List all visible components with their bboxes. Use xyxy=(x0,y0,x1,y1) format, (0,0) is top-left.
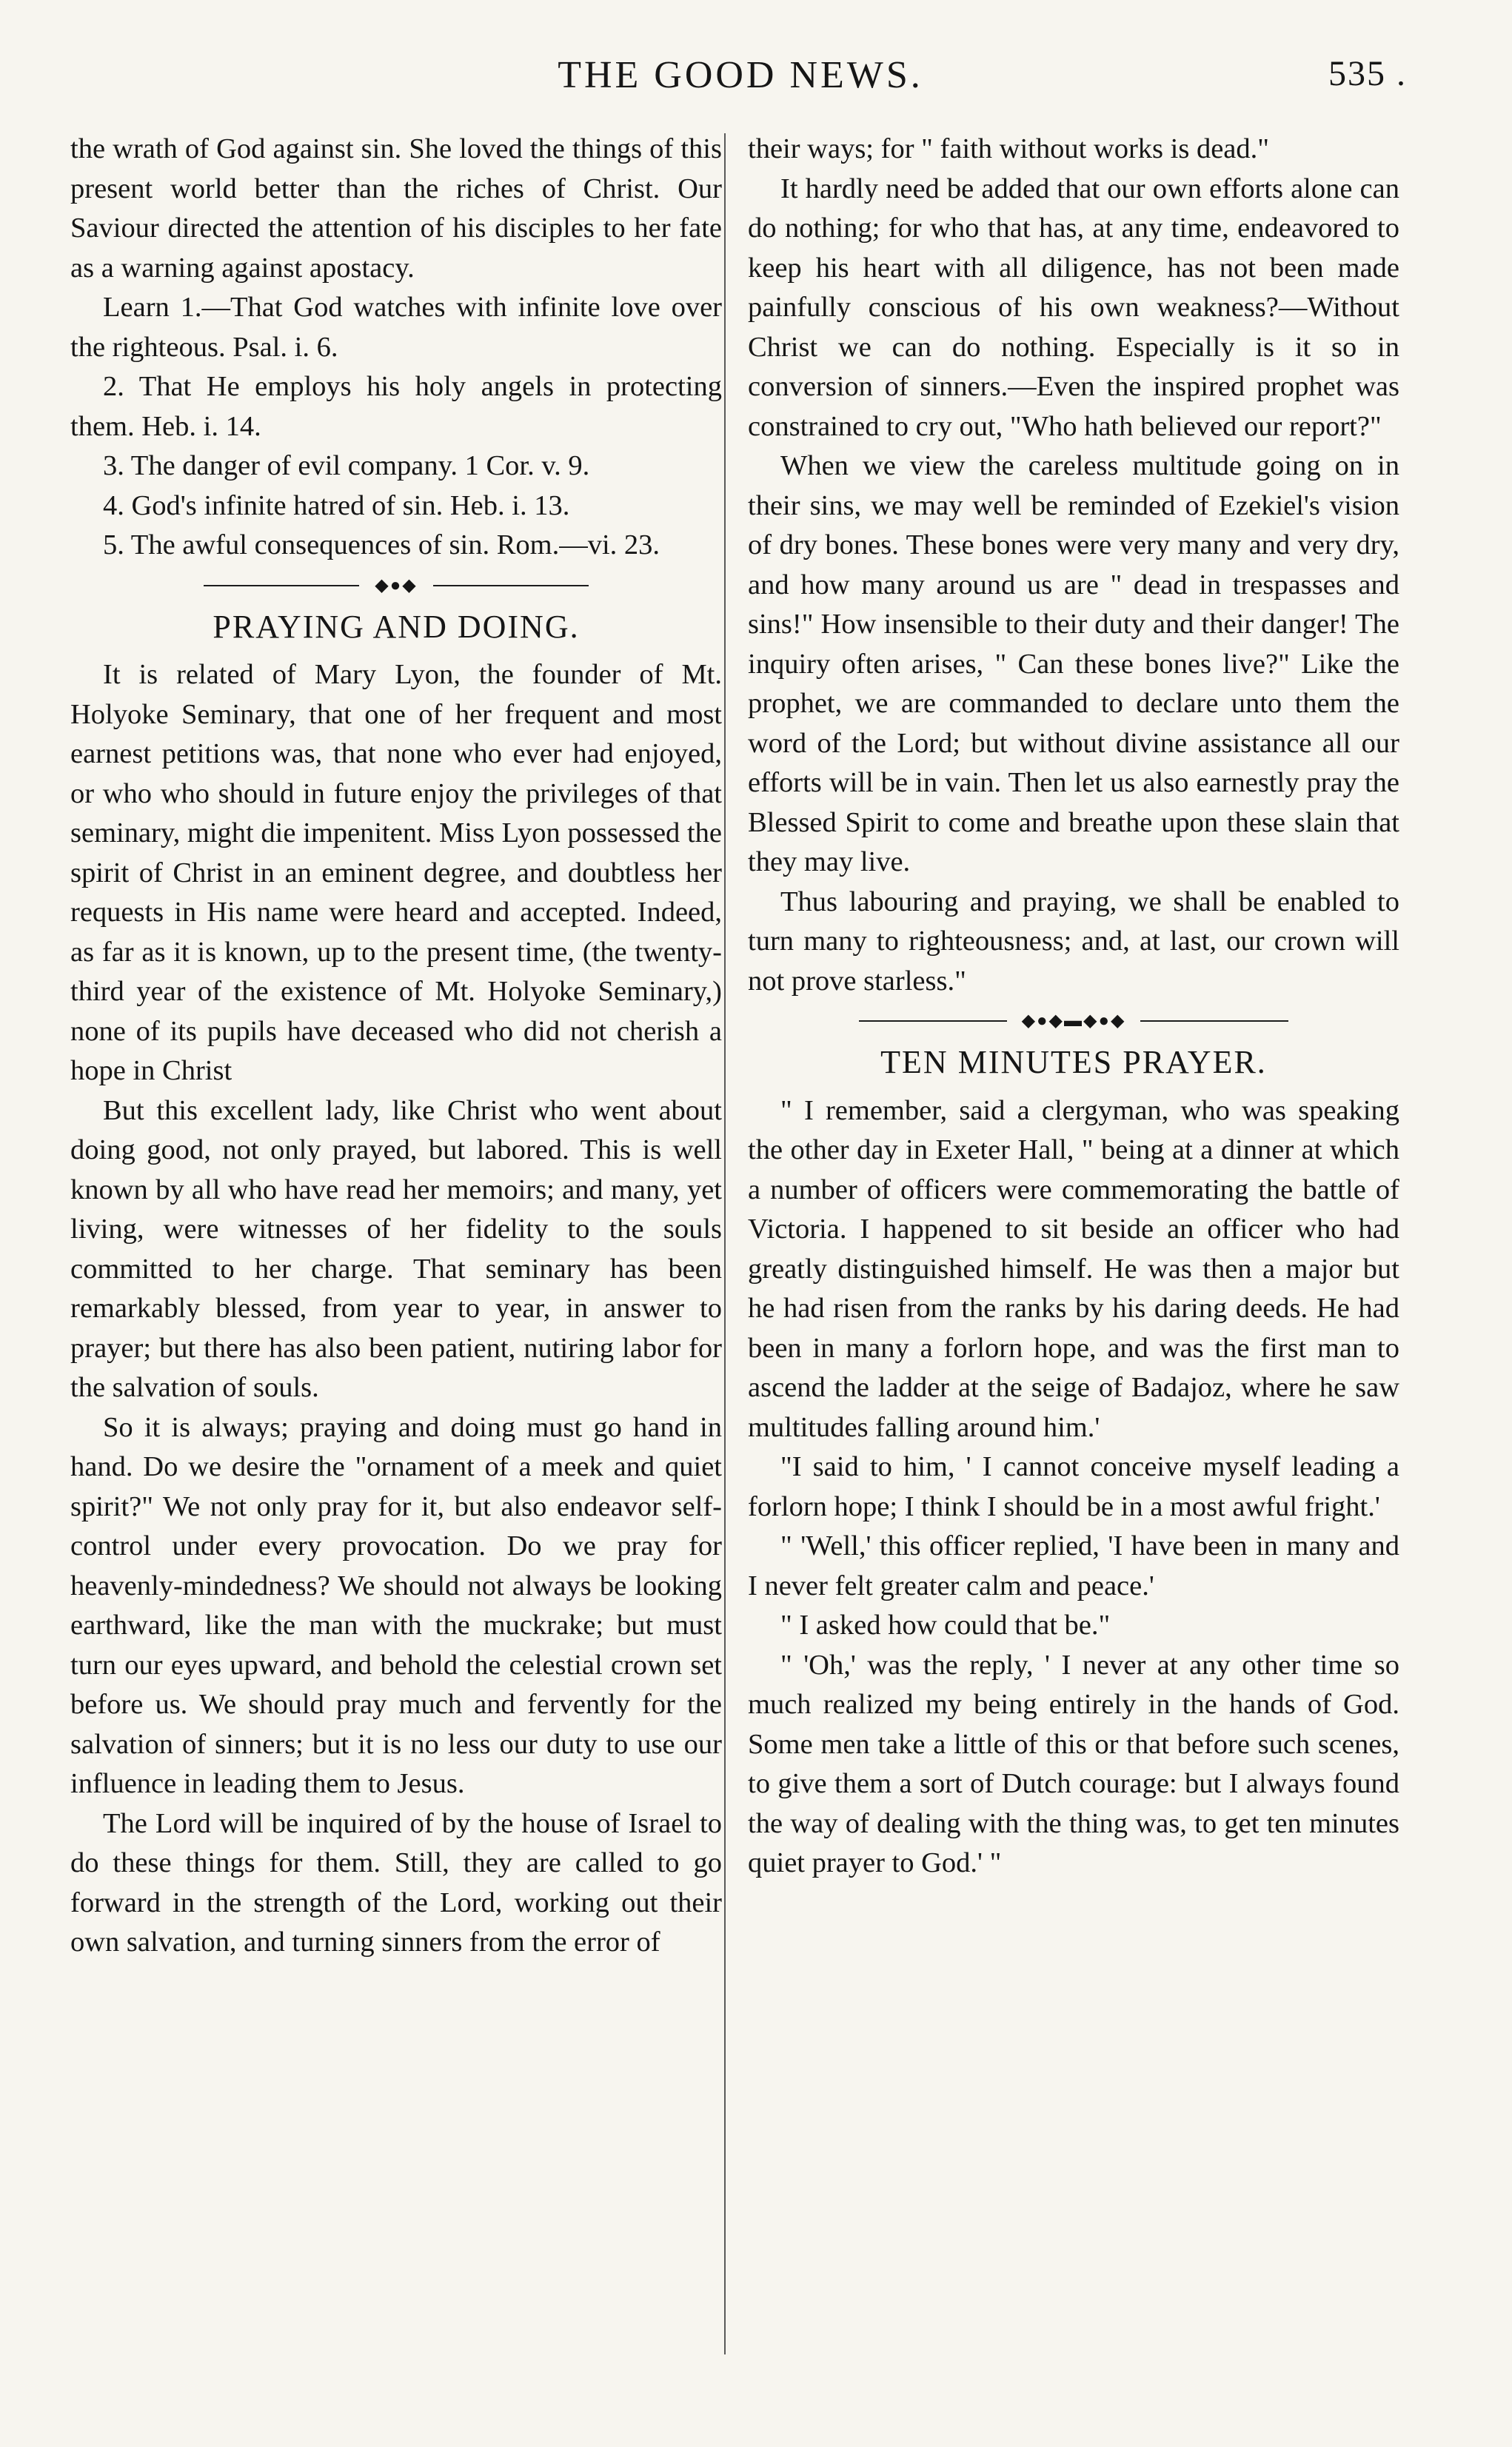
body-paragraph: " I remember, said a clergyman, who was speaking the other day in Exeter Hall, " being at a dinner at which a number of officers were commemorating the battle of Victoria. I happened to sit beside an officer who had greatly distinguished himself. He was then a major but he had risen from the ranks by his daring deeds. He had been in many a forlorn hope, and was the first man to ascend the ladder at the seige of Badajoz, where he saw multitudes falling around him.' xyxy=(748,1094,1399,1443)
right-column xyxy=(748,130,1399,1884)
body-paragraph: When we view the careless multitude going on in their sins, we may well be reminded of Ezekiel's vision of dry bones. These bones were very many and very dry, and how many around us are " dead in trespasses and sins!" How insensible to their duty and their danger! The inquiry often arises, " Can these bones live?" Like the prophet, we are commanded to declare unto them the word of the Lord; but without divine assistance all our efforts will be in vain. Then let us also earnestly pray the Blessed Spirit to come and breathe upon these slain that they may live. xyxy=(748,450,1399,877)
body-paragraph: So it is always; praying and doing must go hand in hand. Do we desire the "ornament of a meek and quiet spirit?" We not only pray for it, but also endeavor self-control under every provocation. Do we pray for heavenly-mindedness? We should not always be looking earthward, like the man with the muckrake; but must turn our eyes upward, and behold the celestial crown set before us. We should pray much and fervently for the salvation of sinners; but it is no less our duty to use our influence in leading them to Jesus. xyxy=(70,1411,722,1799)
body-paragraph: Thus labouring and praying, we shall be enabled to turn many to righteousness; and, at last, our crown will not prove starless." xyxy=(748,886,1399,997)
body-paragraph: "I said to him, ' I cannot conceive myself leading a forlorn hope; I think I should be in a most awful fright.' xyxy=(748,1451,1399,1522)
page-number: 535 . xyxy=(1328,54,1407,93)
body-paragraph: " I asked how could that be." xyxy=(780,1610,1111,1641)
divider-line xyxy=(433,585,589,586)
divider-ornament: ◆●◆▬◆●◆ xyxy=(1021,1011,1126,1031)
divider-ornament: ◆●◆ xyxy=(375,575,418,595)
learn-item: Learn 1.—That God watches with infinite love over the righteous. Psal. i. 6. xyxy=(70,292,722,363)
divider-line xyxy=(1140,1020,1288,1022)
running-title: THE GOOD NEWS. xyxy=(558,54,923,96)
body-paragraph: The Lord will be inquired of by the house of Israel to do these things for them. Still, they are called to go forward in the strength of the Lord, working out their own salvation, and turning sinners from the error of xyxy=(70,1807,722,1958)
learn-item: 3. The danger of evil company. 1 Cor. v. 9. xyxy=(103,450,590,481)
section-divider xyxy=(748,1010,1399,1032)
body-paragraph: " 'Well,' this officer replied, 'I have been in many and I never felt greater calm and peace.' xyxy=(748,1530,1399,1601)
section-divider xyxy=(70,575,722,597)
learn-item: 2. That He employs his holy angels in protecting them. Heb. i. 14. xyxy=(70,371,722,442)
section-title-praying-and-doing: PRAYING AND DOING. xyxy=(213,608,580,645)
running-head xyxy=(74,49,1407,101)
body-paragraph: their ways; for " faith without works is dead." xyxy=(748,133,1269,164)
intro-paragraph: the wrath of God against sin. She loved the things of this present world better than the riches of Christ. Our Saviour directed the attention of his disciples to her fate as a warning against apostacy. xyxy=(70,133,722,284)
body-paragraph: It is related of Mary Lyon, the founder of Mt. Holyoke Seminary, that one of her frequent and most earnest petitions was, that none who ever had enjoyed, or who who should in future enjoy the privileges of that seminary, might die impenitent. Miss Lyon possessed the spirit of Christ in an eminent degree, and doubtless her requests in His name were heard and accepted. Indeed, as far as it is known, up to the present time, (the twenty-third year of the existence of Mt. Holyoke Seminary,) none of its pupils have deceased who did not cherish a hope in Christ xyxy=(70,659,722,1086)
learn-item: 4. God's infinite hatred of sin. Heb. i. 13. xyxy=(103,489,570,521)
learn-item: 5. The awful consequences of sin. Rom.—vi. 23. xyxy=(103,529,660,560)
body-paragraph: " 'Oh,' was the reply, ' I never at any other time so much realized my being entirely in the hands of God. Some men take a little of this or that before such scenes, to give them a sort of Dutch courage: but I always found the way of dealing with the thing was, to get ten minutes quiet prayer to God.' " xyxy=(748,1649,1399,1878)
body-paragraph: But this excellent lady, like Christ who went about doing good, not only prayed, but labored. This is well known by all who have read her memoirs; and many, yet living, were witnesses of her fidelity to the souls committed to her charge. That seminary has been remarkably blessed, from year to year, in answer to prayer; but there has also been patient, nutiring labor for the salvation of souls. xyxy=(70,1094,722,1403)
body-paragraph: It hardly need be added that our own efforts alone can do nothing; for who that has, at any time, endeavored to keep his heart with all diligence, has not been made painfully conscious of his own weakness?—Without Christ we can do nothing. Especially is it so in conversion of sinners.—Even the inspired prophet was constrained to cry out, "Who hath believed our report?" xyxy=(748,173,1399,442)
column-rule xyxy=(724,133,726,2354)
left-column xyxy=(70,130,722,1963)
section-title-ten-minutes-prayer: TEN MINUTES PRAYER. xyxy=(880,1044,1267,1080)
